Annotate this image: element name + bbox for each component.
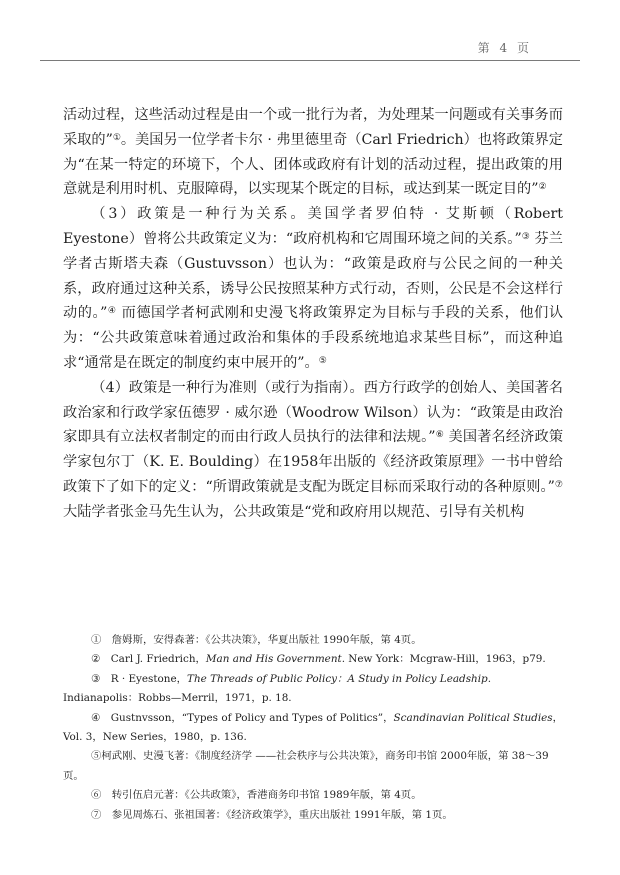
footnote-1: ① 詹姆斯，安得森著：《公共决策》，华夏出版社 1990年版，第 4页。 (91, 634, 422, 646)
paragraph-2-text-3: 而德国学者柯武刚和史漫飞将政策界定为目标与手段的关系，他们认为：“公共政策意味着通过政治和集体的手段系统地追求某些目标”，而这种追求“通常是在既定的制度约束中展开的”。 (63, 305, 564, 371)
footnote-6: ⑥ 转引伍启元著：《公共政策》，香港商务印书馆 1989年版，第 4页。 (91, 789, 422, 802)
paragraph-3-text-1: （4）政策是一种行为准则（或行为指南）。西方行政学的创始人、美国著名政治家和行政学家伍德罗 · 威尔逊（Woodrow Wilson）认为：“政策是由政治家即具有立法权者制定的而由行政人员执行的法律和法规。” (63, 379, 563, 446)
paragraph-2-text-1: （3）政策是一种行为关系。美国学者罗伯特 · 艾斯顿（Robert Eyestone）曾将公共政策定义为：“政府机构和它周围环境之间的关系。” (63, 206, 563, 247)
paragraph-2-text-2: 芬兰学者古斯塔夫森（Gustuvsson）也认为：“政策是政府与公民之间的一种关系，政府通过这种关系，诱导公民按照某种方式行动，否则，公民是不会这样行动的。” (63, 230, 563, 322)
footnote-2-author: ② Carl J. Friedrich， (91, 653, 206, 666)
page-label-di: 第 (477, 41, 490, 55)
footnote-ref-6: ⑥ (435, 430, 444, 441)
paragraph-3-text-3: 大陆学者张金马先生认为，公共政策是“党和政府用以规范、引导有关机构 (63, 503, 525, 520)
footnote-ref-7: ⑦ (554, 479, 563, 490)
paragraph-1 (63, 103, 563, 202)
paragraph-3 (63, 376, 563, 525)
footnote-3-author: ③ R · Eyestone， (91, 672, 188, 685)
paragraph-1-text-1: 活动过程，这些活动过程是由一个或一批行为者，为处理某一问题或有关事务而采取的” (63, 107, 563, 148)
page-number (475, 39, 532, 56)
footnote-3-pub: . Indianapolis：Robbs—Merril，1971，p. 18. (63, 672, 492, 705)
footnote-ref-4: ④ (107, 306, 117, 317)
footnote-ref-1: ① (112, 132, 121, 143)
footnote-3-title: The Threads of Public Policy：A Study in Policy Leadship (187, 672, 488, 685)
page-number-value: 4 (499, 41, 508, 55)
footnote-4 (63, 709, 563, 748)
footnote-5: ⑤柯武刚、史漫飞著：《制度经济学 ——社会秩序与公共决策》，商务印书馆 2000年版，第 38～39页。 (63, 750, 549, 782)
footnote-7: ⑦ 参见周炼石、张祖国著：《经济政策学》，重庆出版社 1991年版，第 1页。 (91, 808, 453, 821)
paragraph-2 (63, 202, 563, 376)
footnotes (63, 631, 563, 825)
footnote-2-pub: . New York：Mcgraw-Hill，1963，p79. (341, 653, 546, 666)
paragraph-3-text-2: 美国著名经济政策学家包尔丁（K. E. Boulding）在1958年出版的《经济政策原理》一书中曾给政策下了如下的定义：“所谓政策就是支配为既定目标而采取行动的各种原则。” (63, 429, 564, 495)
paragraph-1-text-2: 。美国另一位学者卡尔 · 弗里德里奇（Carl Friedrich）也将政策界定为“在某一特定的环境下，个人、团体或政府有计划的活动过程，提出政策的用意就是利用时机、克服障碍，以实现某个既定的目标，或达到某一既定目的” (63, 131, 563, 198)
footnote-3 (63, 670, 563, 709)
footnote-4-author: ④ Gustnvsson，“Types of Policy and Types of Politics”， (91, 711, 394, 724)
footnote-ref-2: ② (538, 182, 547, 193)
footnote-4-pub: ，Vol. 3，New Series，1980，p. 136. (63, 711, 564, 744)
footnote-2 (63, 650, 563, 669)
footnote-ref-3: ③ (521, 231, 530, 242)
footnote-4-journal: Scandinavian Political Studies (393, 711, 553, 724)
page-header (40, 30, 580, 61)
page-label-ye: 页 (516, 41, 529, 55)
main-text (63, 103, 563, 525)
footnote-2-title: Man and His Government (205, 653, 342, 666)
footnote-ref-5: ⑤ (318, 355, 327, 366)
